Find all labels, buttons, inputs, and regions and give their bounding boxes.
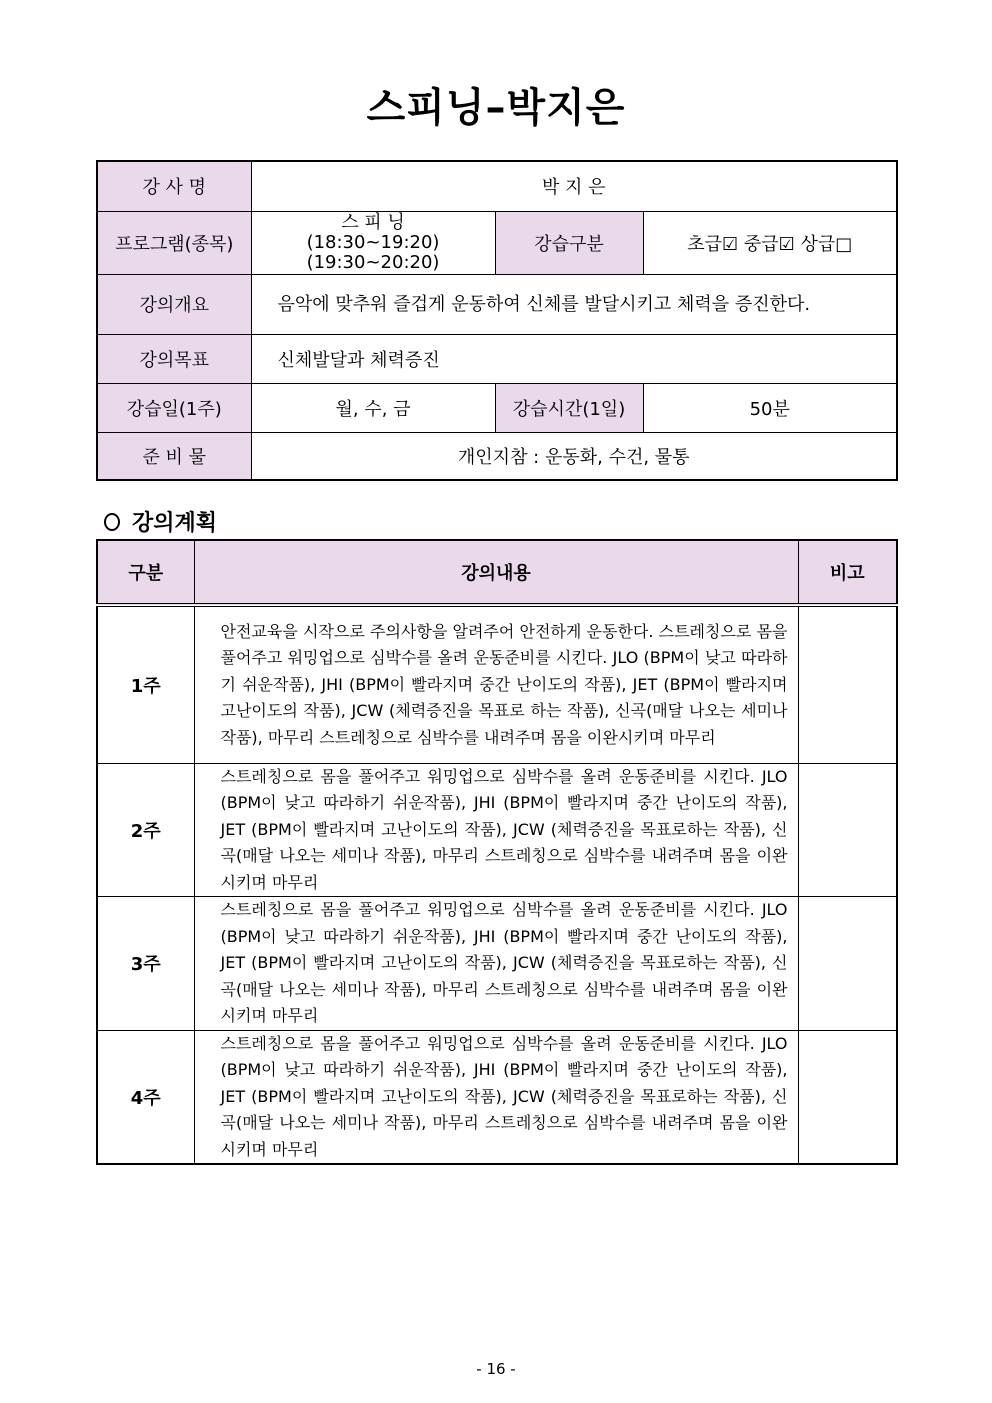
week-note	[798, 763, 897, 897]
days-label: 강습일(1주)	[97, 383, 251, 432]
week-label: 3주	[97, 897, 194, 1031]
week-note	[798, 605, 897, 763]
week-content: 스트레칭으로 몸을 풀어주고 워밍업으로 심박수를 올려 운동준비를 시킨다. JLO (BPM이 낮고 따라하기 쉬운작품), JHI (BPM이 빨라지며 중간 난이도의 작품), JET (BPM이 빨라지며 고난이도의 작품), JCW (체력증진을 목표로하는 작품), 신곡(매달 나오는 세미나 작품), 마무리 스트레칭으로 심박수를 내려주며 몸을 이완시키며 마무리	[194, 897, 798, 1031]
header-week: 구분	[97, 540, 194, 605]
overview-value: 음악에 맞추워 즐겁게 운동하여 신체를 발달시키고 체력을 증진한다.	[251, 274, 897, 334]
days-value: 월, 수, 금	[251, 383, 495, 432]
program-row	[97, 211, 897, 274]
week-label: 4주	[97, 1030, 194, 1164]
header-note: 비고	[798, 540, 897, 605]
header-content: 강의내용	[194, 540, 798, 605]
level-label: 강습구분	[495, 211, 643, 274]
overview-row	[97, 274, 897, 334]
instructor-value: 박 지 은	[251, 161, 897, 211]
level-value: 초급☑ 중급☑ 상급□	[643, 211, 897, 274]
week-content: 스트레칭으로 몸을 풀어주고 워밍업으로 심박수를 올려 운동준비를 시킨다. JLO (BPM이 낮고 따라하기 쉬운작품), JHI (BPM이 빨라지며 중간 난이도의 작품), JET (BPM이 빨라지며 고난이도의 작품), JCW (체력증진을 목표로하는 작품), 신곡(매달 나오는 세미나 작품), 마무리 스트레칭으로 심박수를 내려주며 몸을 이완시키며 마무리	[194, 763, 798, 897]
program-name: 스 피 닝	[341, 211, 405, 233]
program-time-1: (18:30~19:20)	[306, 231, 440, 253]
course-info-table	[96, 160, 898, 481]
goal-row	[97, 334, 897, 383]
program-label: 프로그램(종목)	[97, 211, 251, 274]
program-value	[251, 211, 495, 274]
table-row	[97, 897, 897, 1031]
schedule-row	[97, 383, 897, 432]
overview-label: 강의개요	[97, 274, 251, 334]
section-heading-text: 강의계획	[132, 511, 218, 536]
plan-header-row	[97, 540, 897, 605]
supplies-row	[97, 432, 897, 480]
goal-value: 신체발달과 체력증진	[251, 334, 897, 383]
section-heading	[104, 506, 217, 537]
week-label: 1주	[97, 605, 194, 763]
week-content: 안전교육을 시작으로 주의사항을 알려주어 안전하게 운동한다. 스트레칭으로 몸을 풀어주고 워밍업으로 심박수를 올려 운동준비를 시킨다. JLO (BPM이 낮고 따라하기 쉬운작품), JHI (BPM이 빨라지며 중간 난이도의 작품), JET (BPM이 빨라지며 고난이도의 작품), JCW (체력증진을 목표로 하는 작품), 신곡(매달 나오는 세미나 작품), 마무리 스트레칭으로 심박수를 내려주며 몸을 이완시키며 마무리	[194, 605, 798, 763]
week-content: 스트레칭으로 몸을 풀어주고 워밍업으로 심박수를 올려 운동준비를 시킨다. JLO (BPM이 낮고 따라하기 쉬운작품), JHI (BPM이 빨라지며 중간 난이도의 작품), JET (BPM이 빨라지며 고난이도의 작품), JCW (체력증진을 목표로하는 작품), 신곡(매달 나오는 세미나 작품), 마무리 스트레칭으로 심박수를 내려주며 몸을 이완시키며 마무리	[194, 1030, 798, 1164]
table-row	[97, 605, 897, 763]
table-row	[97, 1030, 897, 1164]
week-label: 2주	[97, 763, 194, 897]
table-row	[97, 763, 897, 897]
page-number: - 16 -	[476, 1360, 516, 1378]
duration-label: 강습시간(1일)	[495, 383, 643, 432]
lesson-plan-table	[96, 539, 898, 1165]
instructor-row	[97, 161, 897, 211]
week-note	[798, 897, 897, 1031]
goal-label: 강의목표	[97, 334, 251, 383]
supplies-value: 개인지참 : 운동화, 수건, 물통	[251, 432, 897, 480]
program-time-2: (19:30~20:20)	[306, 251, 440, 273]
supplies-label: 준 비 물	[97, 432, 251, 480]
page-title: 스피닝–박지은	[366, 85, 626, 131]
circle-bullet-icon	[104, 513, 120, 531]
duration-value: 50분	[643, 383, 897, 432]
instructor-label: 강 사 명	[97, 161, 251, 211]
week-note	[798, 1030, 897, 1164]
